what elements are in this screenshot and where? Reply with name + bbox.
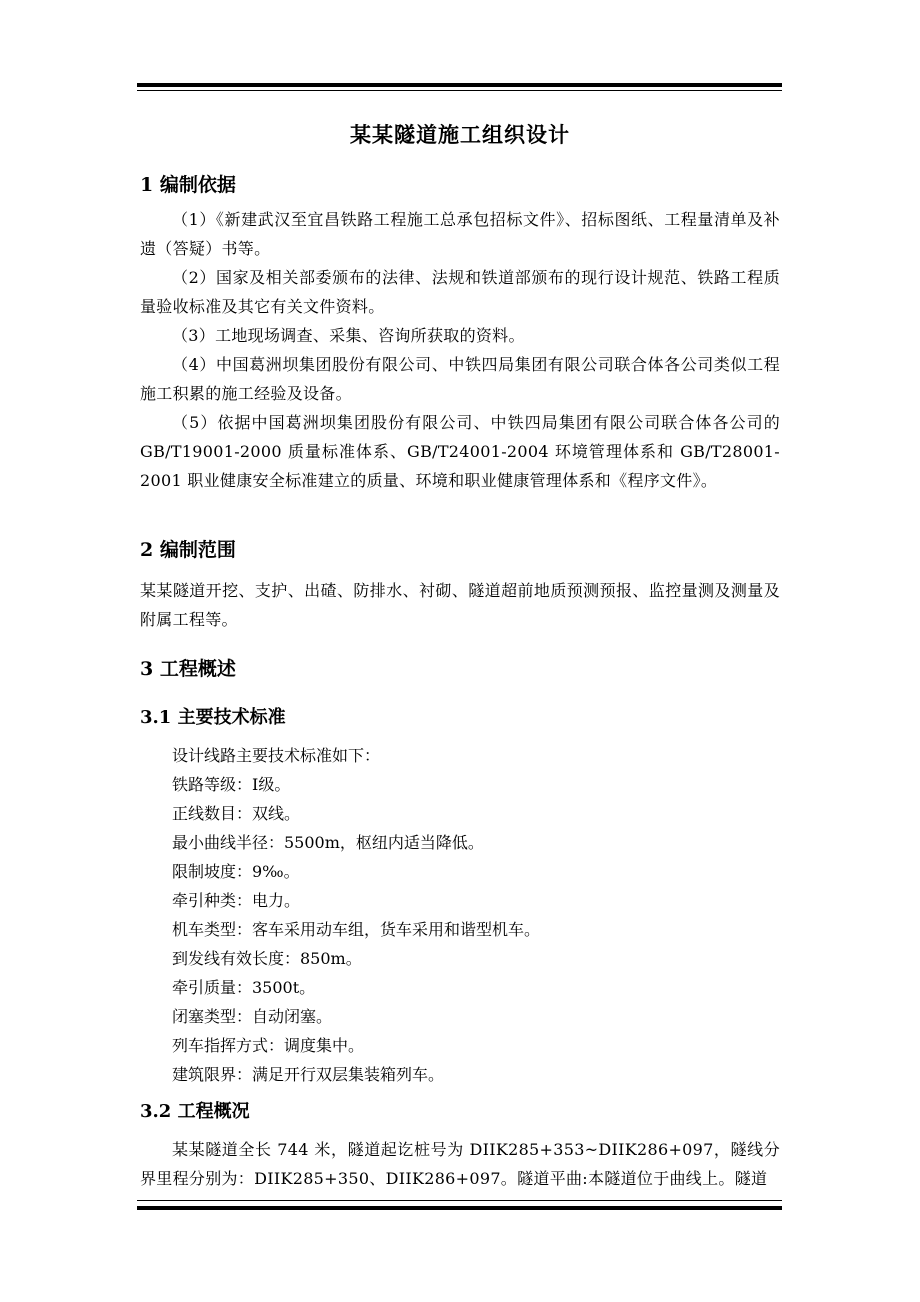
- document-title: 某某隧道施工组织设计: [350, 122, 570, 147]
- standard-item: 限制坡度：9‰。: [172, 862, 300, 881]
- footer-rule-thin: [137, 1200, 782, 1201]
- standard-item: 列车指挥方式：调度集中。: [172, 1036, 365, 1055]
- subsection-heading-standards: 3.1 主要技术标准: [140, 707, 286, 728]
- standard-item: 牵引种类：电力。: [172, 891, 301, 910]
- standard-item: 建筑限界：满足开行双层集装箱列车。: [172, 1065, 445, 1084]
- scope-paragraph: 某某隧道开挖、支护、出碴、防排水、衬砌、隧道超前地质预测预报、监控量测及测量及附属工程等。: [140, 581, 780, 629]
- subsection-heading-project: 3.2 工程概况: [140, 1101, 250, 1122]
- standard-item: 正线数目：双线。: [172, 804, 301, 823]
- standard-item: 铁路等级：I级。: [172, 775, 291, 794]
- section-heading-overview: 3 工程概述: [140, 658, 236, 680]
- section-heading-basis: 1 编制依据: [140, 174, 236, 196]
- header-rule-thin: [137, 90, 782, 91]
- header-rule-thick: [137, 83, 782, 87]
- standard-item: 最小曲线半径：5500m，枢纽内适当降低。: [172, 833, 484, 852]
- footer-rule-thick: [137, 1206, 782, 1210]
- standard-item: 闭塞类型：自动闭塞。: [172, 1007, 333, 1026]
- basis-paragraph-1: （1）《新建武汉至宜昌铁路工程施工总承包招标文件》、招标图纸、工程量清单及补遗（答疑）书等。: [140, 210, 780, 258]
- section-heading-scope: 2 编制范围: [140, 539, 236, 561]
- basis-paragraph-2: （2）国家及相关部委颁布的法律、法规和铁道部颁布的现行设计规范、铁路工程质量验收标准及其它有关文件资料。: [140, 268, 780, 316]
- project-paragraph: 某某隧道全长 744 米，隧道起讫桩号为 DIIK285+353~DIIK286+097，隧线分界里程分别为：DIIK285+350、DIIK286+097。隧道平曲:本隧道位于曲线上。隧道: [140, 1140, 780, 1188]
- standard-item: 牵引质量：3500t。: [172, 978, 316, 997]
- basis-paragraph-3: （3）工地现场调查、采集、咨询所获取的资料。: [172, 326, 525, 345]
- standards-intro: 设计线路主要技术标准如下：: [172, 746, 381, 765]
- standard-item: 机车类型：客车采用动车组，货车采用和谐型机车。: [172, 920, 541, 939]
- basis-paragraph-5: （5）依据中国葛洲坝集团股份有限公司、中铁四局集团有限公司联合体各公司的 GB/T19001-2000 质量标准体系、GB/T24001-2004 环境管理体系和 GB/T28001-2001 职业健康安全标准建立的质量、环境和职业健康管理体系和《程序文件》。: [140, 413, 780, 490]
- basis-paragraph-4: （4）中国葛洲坝集团股份有限公司、中铁四局集团有限公司联合体各公司类似工程施工积累的施工经验及设备。: [140, 355, 780, 403]
- standard-item: 到发线有效长度：850m。: [172, 949, 362, 968]
